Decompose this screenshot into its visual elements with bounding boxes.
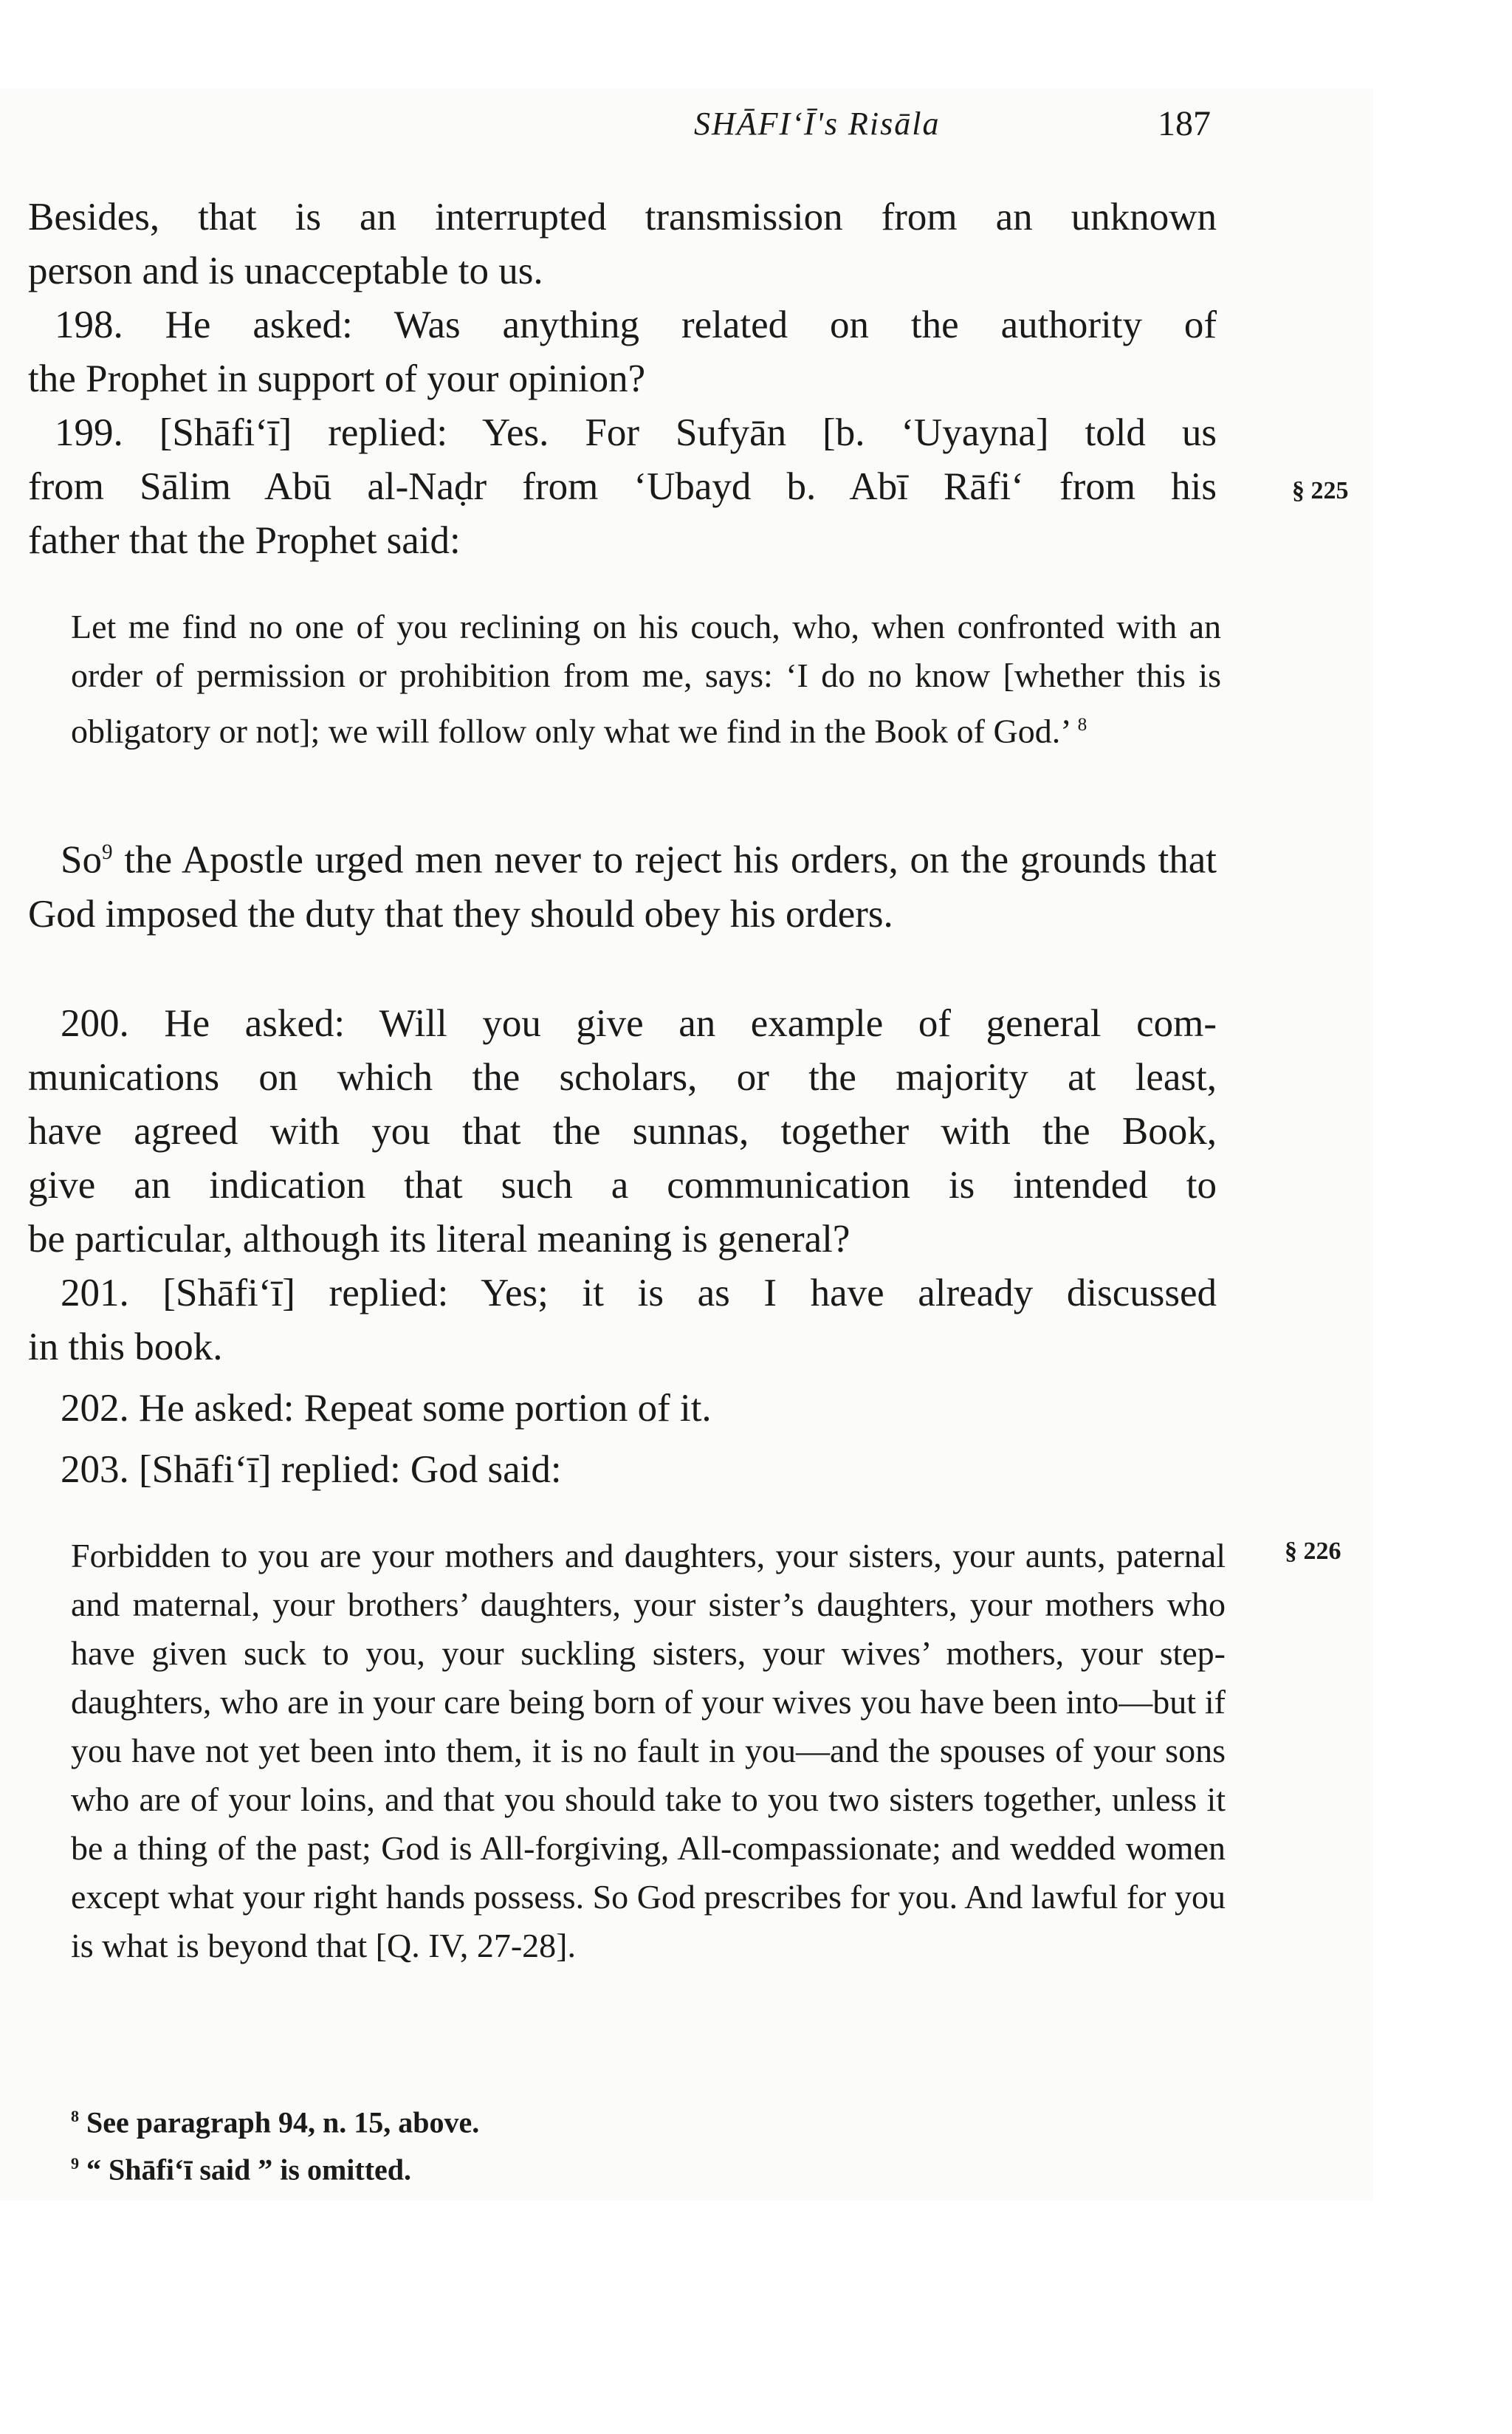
text-line: from Sālim Abū al-Naḍr from ‘Ubayd b. Abī Rāfi‘ from his (28, 465, 1217, 508)
running-title: SHĀFI‘Ī's Risāla (694, 106, 941, 142)
text-line: give an indication that such a communication is intended to (28, 1164, 1217, 1207)
footnotes (71, 2096, 479, 2191)
text-block-2 (28, 826, 1217, 942)
text-block-1 (28, 191, 1217, 568)
text-line: have agreed with you that the sunnas, together with the Book, (28, 1110, 1217, 1153)
running-header (694, 102, 1211, 146)
quote-text-body: Let me find no one of you reclining on his couch, who, when confronted with an order of permission or prohibition from me, says: ‘I do no know [whether this is obligatory or not]; we will follow only what we find in the Book of God.’ (71, 608, 1221, 750)
footnote (71, 2143, 479, 2190)
text-line: 201. [Shāfi‘ī] replied: Yes; it is as I have already discussed (61, 1272, 1217, 1314)
quote-block-1 (71, 603, 1221, 755)
text-line: 202. He asked: Repeat some portion of it. (61, 1387, 712, 1430)
footnote-mark: 9 (101, 840, 113, 864)
text-line: 203. [Shāfi‘ī] replied: God said: (61, 1448, 562, 1491)
margin-section-ref: § 226 (1285, 1537, 1341, 1565)
text-line: the Prophet in support of your opinion? (28, 357, 646, 400)
text-line: munications on which the scholars, or the majority at least, (28, 1056, 1217, 1099)
quote-block-2 (71, 1532, 1226, 1970)
footnote-mark: 8 (1077, 714, 1087, 735)
text-line: be particular, although its literal meaning is general? (28, 1218, 850, 1261)
paragraph-body: the Apostle urged men never to reject his orders, on the grounds that God imposed the duty that they should obey his orders. (28, 838, 1217, 936)
text-line: 200. He asked: Will you give an example of general com- (61, 1002, 1217, 1045)
margin-section-ref: § 225 (1292, 477, 1349, 504)
paragraph-lead: So (61, 838, 102, 882)
footnote-text: See paragraph 94, n. 15, above. (86, 2105, 480, 2139)
text-line: in this book. (28, 1326, 223, 1368)
text-line: Besides, that is an interrupted transmission from an unknown (28, 196, 1217, 239)
text-line: father that the Prophet said: (28, 519, 461, 562)
quote-text (71, 603, 1221, 755)
footnote-mark: 8 (71, 2107, 79, 2125)
footnote-mark: 9 (71, 2154, 79, 2173)
footnote-text: “ Shāfi‘ī said ” is omitted. (86, 2153, 412, 2187)
footnote (71, 2096, 479, 2143)
text-line: 199. [Shāfi‘ī] replied: Yes. For Sufyān [b. ‘Uyayna] told us (55, 411, 1217, 454)
page-number: 187 (1158, 104, 1211, 143)
paragraph (28, 826, 1217, 942)
text-block-3 (28, 997, 1217, 1497)
text-line: person and is unacceptable to us. (28, 250, 543, 292)
quote-text: Forbidden to you are your mothers and daughters, your sisters, your aunts, paternal and maternal, your brothers’ daughters, your sister’s daughters, your mothers who have given suck to you, your suckling sisters, your wives’ mothers, your step-daughters, who are in your care being born of your wives you have been into—but if you have not yet been into them, it is no fault in you—and the spouses of your sons who are of your loins, and that you should take to you two sisters together, unless it be a thing of the past; God is All-forgiving, All-compassionate; and wedded women except what your right hands possess. So God prescribes for you. And lawful for you is what is beyond that [Q. IV, 27-28]. (71, 1537, 1226, 1964)
text-line: 198. He asked: Was anything related on the authority of (55, 304, 1217, 346)
